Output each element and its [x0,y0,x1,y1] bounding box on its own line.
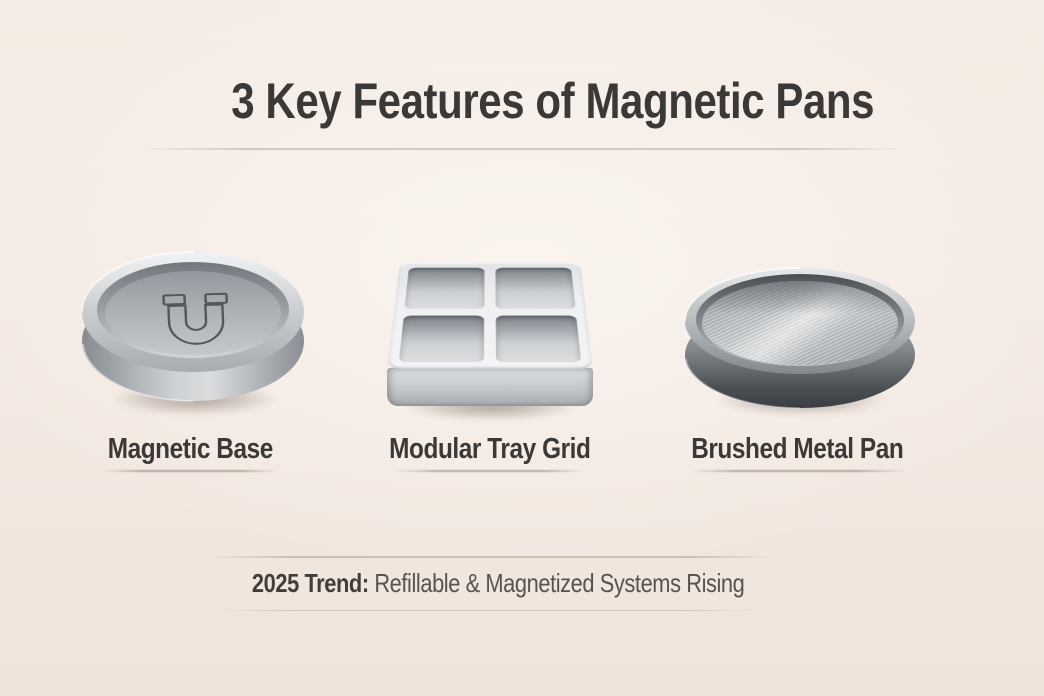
trend-banner [205,556,775,611]
trend-text [205,556,775,611]
tray-compartment [496,315,582,362]
label-underline [397,470,585,472]
feature-label-text: Modular Tray Grid [389,433,591,465]
title-divider [138,148,906,150]
feature-label-brushed-metal-pan [637,433,957,466]
feature-label-modular-tray-grid [330,433,650,466]
tray-compartment [404,268,484,310]
modular-tray-illustration [387,263,593,369]
feature-label-text: Magnetic Base [107,433,273,465]
label-underline [690,470,905,472]
brushed-pan-body [685,268,915,408]
magnetic-base-illustration [80,246,308,408]
brushed-metal-pan-illustration [682,260,920,420]
trend-description: Refillable & Magnetized Systems Rising [374,568,745,598]
feature-label-magnetic-base [30,433,350,466]
page-title-text: 3 Key Features of Magnetic Pans [231,73,875,129]
label-underline [103,470,278,472]
feature-label-text: Brushed Metal Pan [690,433,904,465]
tray-compartment [399,315,485,362]
tray-front-wall [387,368,593,406]
trend-label: 2025 Trend: [251,568,369,598]
round-pan-body [82,252,304,401]
tray-compartment [495,268,575,310]
page-title [170,73,875,129]
